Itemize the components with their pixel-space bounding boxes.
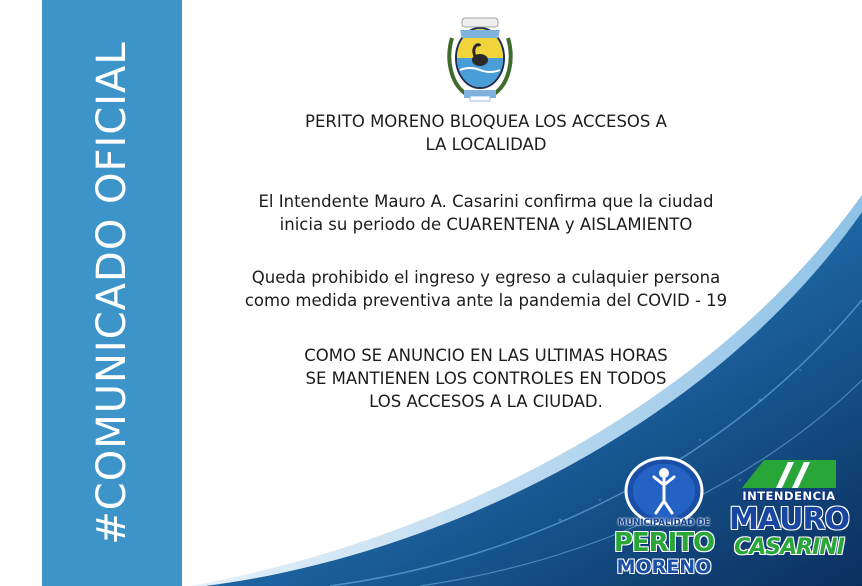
headline-line-1: PERITO MORENO BLOQUEA LOS ACCESOS A xyxy=(305,112,667,131)
paragraph-controls xyxy=(236,344,736,413)
paragraph-2-line-1: Queda prohibido el ingreso y egreso a culaquier persona xyxy=(251,268,721,287)
provincial-crest-icon xyxy=(440,8,520,104)
side-banner-title: #COMUNICADO OFICIAL xyxy=(89,41,135,545)
paragraph-3-line-2: SE MANTIENEN LOS CONTROLES EN TODOS xyxy=(305,369,667,388)
municipalidad-logo xyxy=(608,455,720,581)
paragraph-2-line-2: como medida preventiva ante la pandemia del COVID - 19 xyxy=(244,291,728,310)
intendencia-line-1: INTENDENCIA xyxy=(742,489,836,503)
paragraph-3-line-3: LOS ACCESOS A LA CIUDAD. xyxy=(369,392,603,411)
intendencia-logo xyxy=(728,458,850,576)
intendencia-line-3: CASARINI xyxy=(734,535,844,560)
municipalidad-line-2: PERITO xyxy=(613,528,715,558)
municipalidad-emblem-icon xyxy=(622,455,706,525)
paragraph-quarantine xyxy=(236,190,736,236)
municipalidad-line-3: MORENO xyxy=(616,556,712,578)
paragraph-1-line-2: inicia su periodo de CUARENTENA y AISLAMIENTO xyxy=(279,215,693,234)
intendencia-stripes-icon xyxy=(736,458,842,488)
paragraph-3-line-1: COMO SE ANUNCIO EN LAS ULTIMAS HORAS xyxy=(304,346,668,365)
headline-line-2: LA LOCALIDAD xyxy=(425,135,547,154)
intendencia-line-2: MAURO xyxy=(728,502,850,537)
municipalidad-line-1: MUNICIPALIDAD DE xyxy=(617,518,711,528)
paragraph-prohibition xyxy=(236,266,736,312)
paragraph-1-line-1: El Intendente Mauro A. Casarini confirma que la ciudad xyxy=(258,192,714,211)
headline xyxy=(236,110,736,156)
